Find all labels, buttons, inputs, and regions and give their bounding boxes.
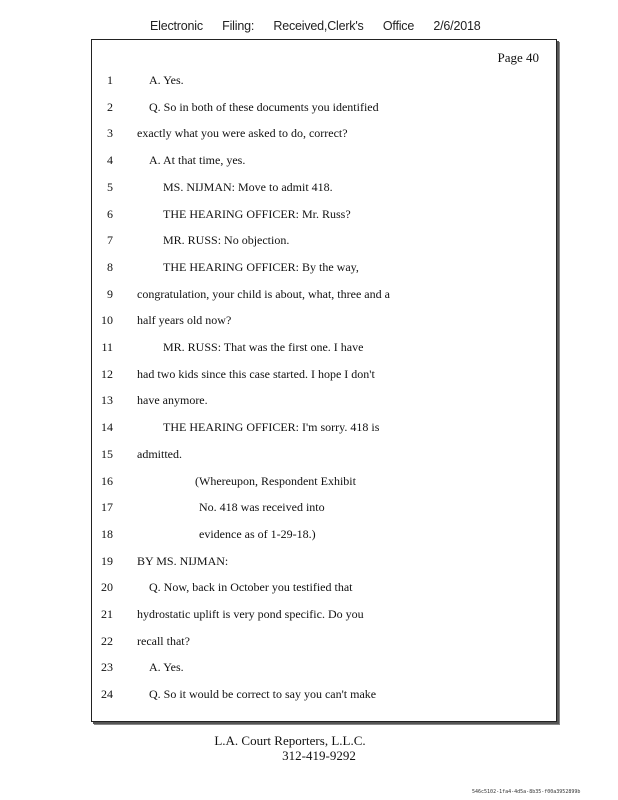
filing-electronic: Electronic (150, 19, 203, 33)
line-number: 7 (107, 233, 113, 248)
line-text: A. Yes. (149, 660, 184, 675)
line-number: 3 (107, 126, 113, 141)
transcript-line (91, 233, 555, 251)
line-text: Q. So it would be correct to say you can't make (149, 687, 377, 702)
transcript-line (91, 580, 555, 598)
document-id: 546c5102-1fa4-4d5a-8b35-f00a3952899b (472, 789, 581, 795)
line-text: half years old now? (137, 313, 232, 328)
transcript-line (91, 367, 555, 385)
line-number: 11 (101, 340, 113, 354)
transcript-line (91, 474, 555, 492)
transcript-line (91, 126, 555, 144)
line-text: THE HEARING OFFICER: I'm sorry. 418 is (163, 420, 380, 435)
line-text: recall that? (137, 633, 190, 648)
line-number: 8 (107, 259, 113, 274)
line-number: 23 (101, 660, 113, 675)
line-text: Q. Now, back in October you testified that (149, 580, 353, 595)
line-text: No. 418 was received into (199, 500, 325, 515)
transcript-line (91, 607, 555, 625)
transcript-line (91, 660, 555, 678)
line-number: 17 (101, 500, 113, 515)
filing-office: Office (382, 19, 415, 33)
transcript-line (91, 287, 555, 305)
line-number: 22 (101, 633, 113, 648)
transcript-line (91, 153, 555, 171)
line-text: BY MS. NIJMAN: (137, 553, 229, 568)
transcript-line (91, 500, 555, 518)
line-number: 21 (101, 607, 113, 621)
line-text: THE HEARING OFFICER: By the way, (163, 259, 359, 274)
line-number: 9 (107, 286, 113, 301)
line-number: 2 (107, 99, 113, 114)
filing-date: 2/6/2018 (433, 19, 481, 33)
line-text: MR. RUSS: No objection. (163, 233, 290, 248)
transcript-line (91, 207, 555, 225)
line-text: exactly what you were asked to do, correct? (137, 126, 348, 141)
transcript-line (91, 340, 555, 358)
line-text: Q. So in both of these documents you identified (149, 99, 379, 114)
reporter-firm-name: L.A. Court Reporters, L.L.C. (214, 733, 366, 748)
line-text: have anymore. (137, 393, 208, 408)
line-text: evidence as of 1-29-18.) (199, 526, 316, 541)
transcript-line (91, 260, 555, 278)
line-number: 6 (107, 206, 113, 221)
line-number: 10 (101, 313, 113, 328)
line-text: A. At that time, yes. (149, 153, 246, 168)
transcript-line (91, 447, 555, 465)
transcript-line (91, 687, 555, 705)
filing-filing: Filing: (222, 19, 255, 33)
line-text: (Whereupon, Respondent Exhibit (195, 473, 356, 488)
line-number: 5 (107, 179, 113, 194)
filing-received: Received,Clerk's (273, 19, 364, 33)
line-number: 12 (101, 366, 113, 381)
line-number: 15 (101, 446, 113, 461)
transcript-line (91, 420, 555, 438)
line-text: THE HEARING OFFICER: Mr. Russ? (163, 206, 351, 221)
reporter-footer (0, 733, 618, 763)
line-number: 19 (101, 553, 113, 568)
line-number: 14 (101, 420, 113, 435)
transcript-line (91, 634, 555, 652)
line-number: 13 (101, 393, 113, 408)
transcript-line (91, 313, 555, 331)
line-text: MS. NIJMAN: Move to admit 418. (163, 179, 333, 194)
transcript-line (91, 100, 555, 118)
line-text: hydrostatic uplift is very pond specific. Do you (137, 607, 364, 621)
line-number: 1 (107, 73, 113, 87)
transcript-line (91, 73, 555, 91)
transcript-line (91, 393, 555, 411)
line-text: had two kids since this case started. I hope I don't (137, 366, 375, 381)
line-number: 18 (101, 526, 113, 541)
line-text: congratulation, your child is about, what, three and a (137, 286, 390, 301)
transcript-line (91, 527, 555, 545)
line-text: A. Yes. (149, 73, 184, 87)
line-number: 16 (101, 473, 113, 488)
page-number: Page 40 (497, 50, 539, 65)
line-number: 20 (101, 580, 113, 595)
line-number: 4 (107, 153, 113, 168)
transcript-line (91, 554, 555, 572)
line-text: admitted. (137, 446, 182, 461)
line-text: MR. RUSS: That was the first one. I have (163, 340, 364, 354)
transcript-line (91, 180, 555, 198)
filing-stamp-header (150, 19, 480, 33)
line-number: 24 (101, 687, 113, 702)
reporter-phone: 312-419-9292 (282, 748, 356, 763)
